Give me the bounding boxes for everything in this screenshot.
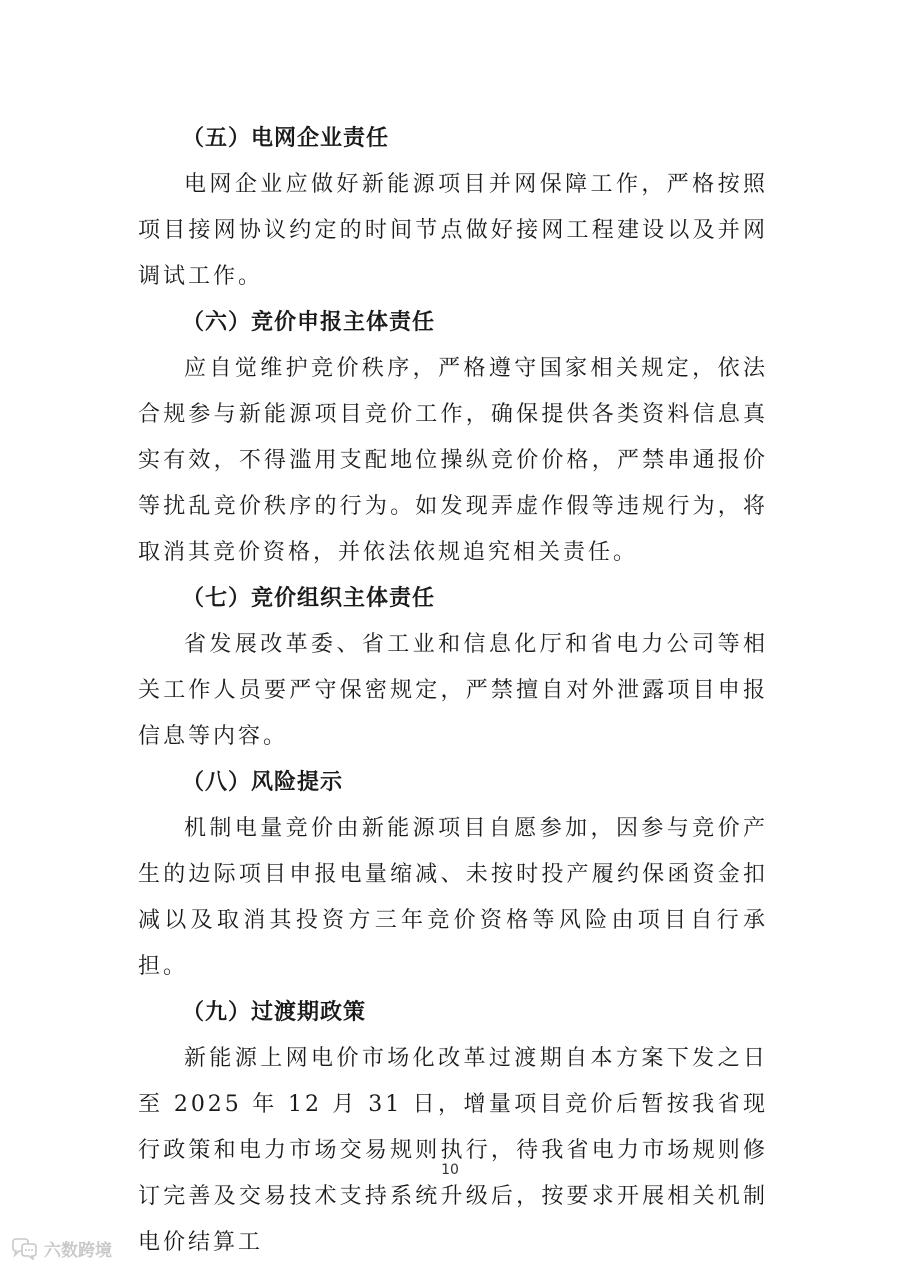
section-9 bbox=[138, 990, 768, 1266]
section-paragraph: 应自觉维护竞价秩序，严格遵守国家相关规定，依法合规参与新能源项目竞价工作，确保提供各类资料信息真实有效，不得滥用支配地位操纵竞价价格，严禁串通报价等扰乱竞价秩序的行为。如发现弄虚作假等违规行为，将取消其竞价资格，并依法依规追究相关责任。 bbox=[138, 356, 768, 565]
section-heading: （五）电网企业责任 bbox=[182, 126, 390, 151]
section-paragraph: 新能源上网电价市场化改革过渡期自本方案下发之日至 2025 年 12 月 31 日，增量项目竞价后暂按我省现行政策和电力市场交易规则执行，待我省电力市场规则修订完善及交易技术支持系统升级后，按要求开展相关机制电价结算工 bbox=[138, 1046, 768, 1255]
chat-bubble-logo-icon bbox=[10, 1238, 38, 1260]
section-heading: （八）风险提示 bbox=[182, 770, 344, 795]
section-paragraph: 省发展改革委、省工业和信息化厅和省电力公司等相关工作人员要严守保密规定，严禁擅自对外泄露项目申报信息等内容。 bbox=[138, 632, 768, 749]
section-8 bbox=[138, 760, 768, 990]
section-heading: （九）过渡期政策 bbox=[182, 1000, 367, 1025]
section-5 bbox=[138, 116, 768, 300]
section-7 bbox=[138, 576, 768, 760]
watermark-text: 六数跨境 bbox=[44, 1241, 112, 1261]
section-6 bbox=[138, 300, 768, 576]
page-number: 10 bbox=[441, 1162, 459, 1178]
watermark bbox=[10, 1236, 112, 1261]
section-paragraph: 电网企业应做好新能源项目并网保障工作，严格按照项目接网协议约定的时间节点做好接网工程建设以及并网调试工作。 bbox=[138, 172, 768, 289]
section-paragraph: 机制电量竞价由新能源项目自愿参加，因参与竞价产生的边际项目申报电量缩减、未按时投产履约保函资金扣减以及取消其投资方三年竞价资格等风险由项目自行承担。 bbox=[138, 816, 768, 979]
document-body bbox=[138, 116, 768, 1266]
section-heading: （六）竞价申报主体责任 bbox=[182, 310, 436, 335]
section-heading: （七）竞价组织主体责任 bbox=[182, 586, 436, 611]
